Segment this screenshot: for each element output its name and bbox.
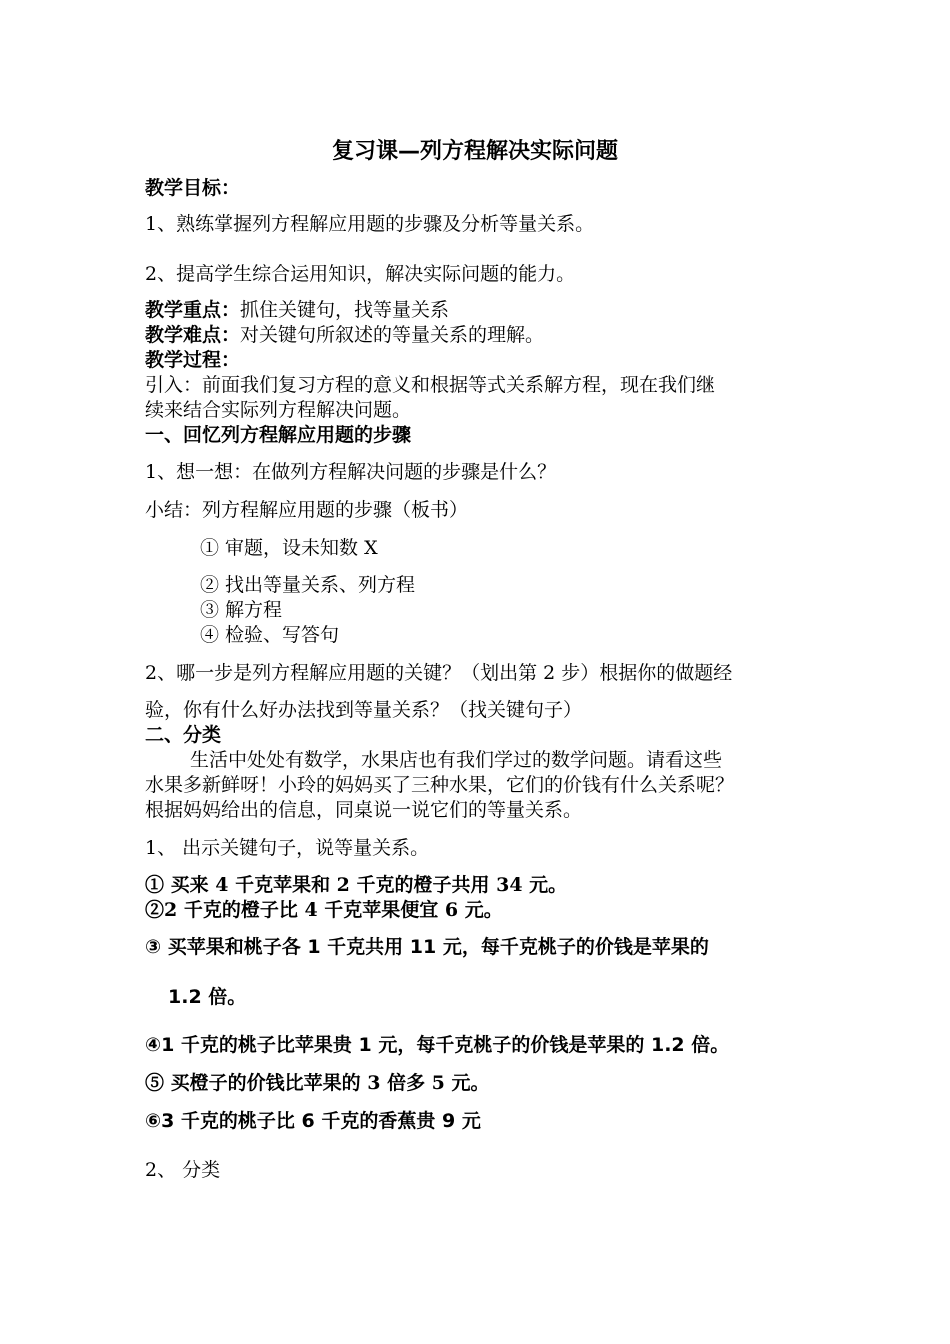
key-sentence-1: ① 买来 4 千克苹果和 2 千克的橙子共用 34 元。	[145, 874, 568, 896]
key-point	[145, 298, 449, 322]
section2-heading: 二、分类	[145, 724, 222, 746]
difficulty	[145, 323, 544, 347]
objective-item-2: 2、提高学生综合运用知识，解决实际问题的能力。	[145, 263, 576, 285]
section2-para-line-1: 生活中处处有数学，水果店也有我们学过的数学问题。请看这些	[190, 749, 723, 771]
section2-para-line-3: 根据妈妈给出的信息，同桌说一说它们的等量关系。	[145, 799, 583, 821]
step-1: ① 审题，设未知数 X	[200, 537, 378, 559]
section1-question-1: 1、想一想：在做列方程解决问题的步骤是什么？	[145, 461, 557, 483]
intro-line-1: 引入：前面我们复习方程的意义和根据等式关系解方程，现在我们继	[145, 374, 716, 396]
key-sentence-3-line-1: ③ 买苹果和桃子各 1 千克共用 11 元，每千克桃子的价钱是苹果的	[145, 936, 709, 958]
section2-para-line-2: 水果多新鲜呀！小玲的妈妈买了三种水果，它们的价钱有什么关系呢？	[145, 774, 735, 796]
intro-line-2: 续来结合实际列方程解决问题。	[145, 399, 412, 421]
step-2: ② 找出等量关系、列方程	[200, 574, 416, 596]
difficulty-label: 教学难点：	[145, 324, 241, 346]
section1-question-2-line-1: 2、哪一步是列方程解应用题的关键？（划出第 2 步）根据你的做题经	[145, 662, 733, 684]
section1-question-2-line-2: 验，你有什么好办法找到等量关系？（找关键句子）	[145, 699, 583, 721]
difficulty-text: 对关键句所叙述的等量关系的理解。	[240, 324, 545, 346]
objectives-heading: 教学目标：	[145, 177, 241, 199]
step-3: ③ 解方程	[200, 599, 283, 621]
page-title: 复习课—列方程解决实际问题	[331, 139, 618, 164]
key-point-label: 教学重点：	[145, 299, 241, 321]
key-sentence-6: ⑥3 千克的桃子比 6 千克的香蕉贵 9 元	[145, 1110, 481, 1132]
section1-summary: 小结：列方程解应用题的步骤（板书）	[145, 499, 469, 521]
process-heading: 教学过程：	[145, 349, 241, 371]
key-sentence-4: ④1 千克的桃子比苹果贵 1 元，每千克桃子的价钱是苹果的 1.2 倍。	[145, 1034, 730, 1056]
section2-item-2: 2、 分类	[145, 1159, 221, 1181]
key-sentence-3-line-2: 1.2 倍。	[168, 986, 247, 1008]
step-4: ④ 检验、写答句	[200, 624, 340, 646]
key-point-text: 抓住关键句，找等量关系	[240, 299, 450, 321]
objective-item-1: 1、熟练掌握列方程解应用题的步骤及分析等量关系。	[145, 213, 595, 235]
section1-heading: 一、回忆列方程解应用题的步骤	[145, 424, 412, 446]
key-sentence-5: ⑤ 买橙子的价钱比苹果的 3 倍多 5 元。	[145, 1072, 490, 1094]
section2-item-1: 1、 出示关键句子，说等量关系。	[145, 837, 430, 859]
key-sentence-2: ②2 千克的橙子比 4 千克苹果便宜 6 元。	[145, 899, 503, 921]
